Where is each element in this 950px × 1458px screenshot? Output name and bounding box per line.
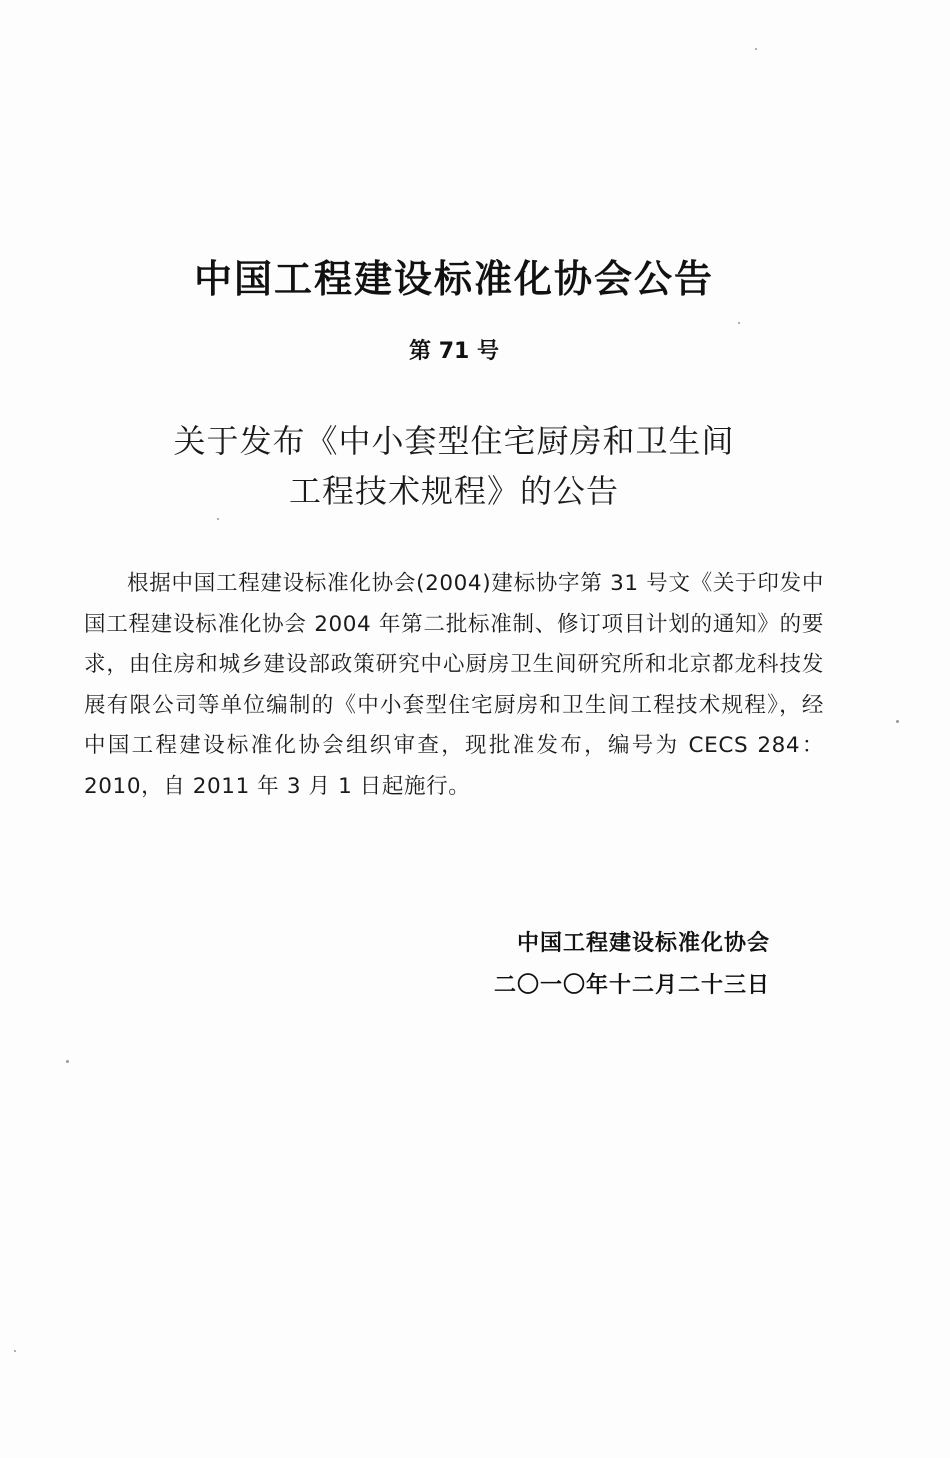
scan-speck (14, 1350, 16, 1352)
scan-speck (66, 1060, 69, 1063)
scan-speck (755, 48, 757, 50)
signature-organization: 中国工程建设标准化协会 (516, 931, 770, 956)
scan-speck (217, 518, 219, 520)
subject-line-1: 关于发布《中小套型住宅厨房和卫生间 (173, 422, 735, 460)
signature-date: 二〇一〇年十二月二十三日 (493, 973, 770, 998)
scan-speck (738, 322, 740, 324)
subject-line-2: 工程技术规程》的公告 (288, 472, 619, 510)
scan-speck (896, 720, 899, 723)
notice-body-paragraph: 根据中国工程建设标准化协会(2004)建标协字第 31 号文《关于印发中国工程建设标准化协会 2004 年第二批标准制、修订项目计划的通知》的要求，由住房和城乡建设部政策研究中心厨房卫生间研究所和北京都龙科技发展有限公司等单位编制的《中小套型住宅厨房和卫生间工程技术规程》，经中国工程建设标准化协会组织审查，现批准发布，编号为 CECS 284：2010，自 2011 年 3 月 1 日起施行。 (84, 571, 824, 799)
notice-number: 第 71 号 (409, 339, 499, 364)
notice-title: 中国工程建设标准化协会公告 (193, 257, 714, 301)
